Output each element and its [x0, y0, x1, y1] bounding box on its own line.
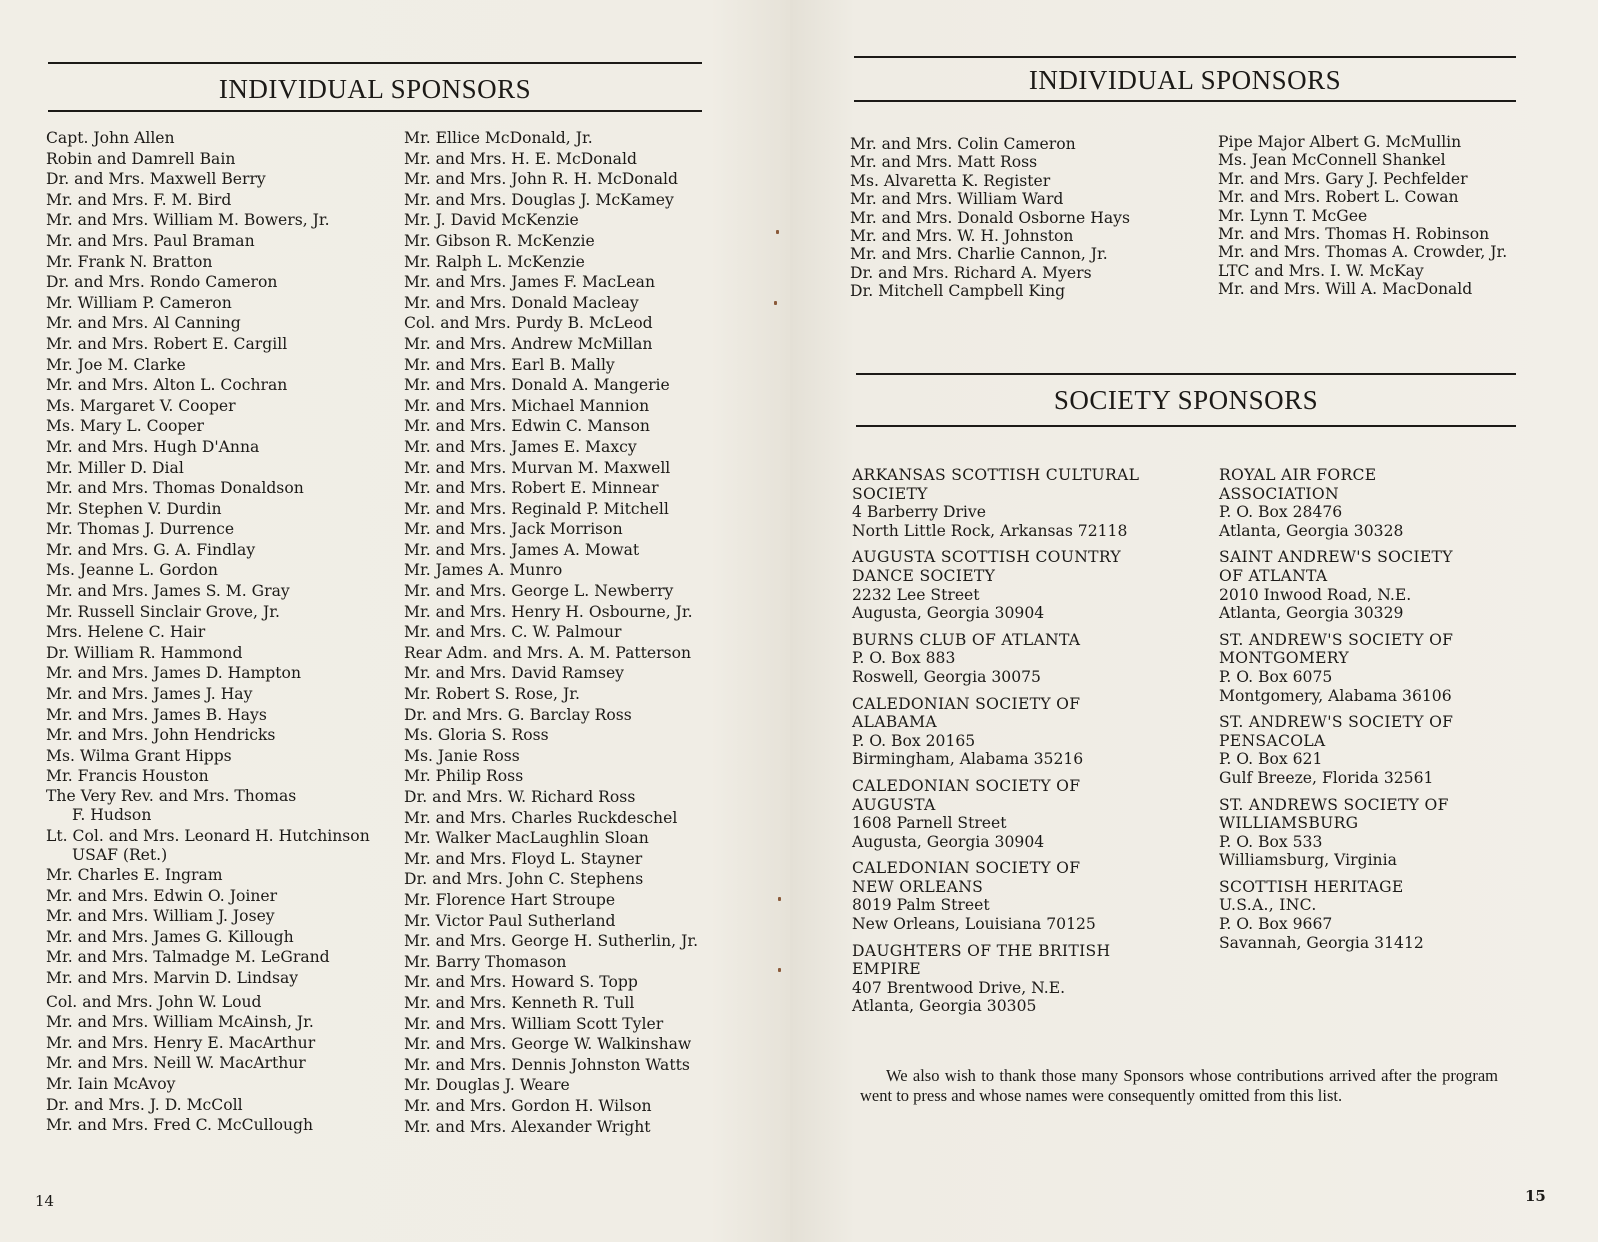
sponsor-name-line-1: Lt. Col. and Mrs. Leonard H. Hutchinson — [46, 827, 370, 845]
binding-staple-mark — [778, 968, 781, 972]
sponsor-name: Ms. Jean McConnell Shankel — [1218, 151, 1446, 170]
sponsor-name: Mr. Florence Hart Stroupe — [404, 890, 616, 909]
sponsor-name: Mr. and Mrs. George W. Walkinshaw — [404, 1035, 692, 1054]
sponsor-name: Mr. and Mrs. Henry H. Osbourne, Jr. — [404, 602, 693, 621]
society-name-cont: OF ATLANTA — [1219, 566, 1328, 585]
sponsor-name: Mr. and Mrs. F. M. Bird — [46, 190, 232, 209]
society-name: ST. ANDREW'S SOCIETY OF — [1219, 630, 1454, 649]
sponsor-name: Mr. and Mrs. Donald Macleay — [404, 293, 639, 312]
society-column-2 — [1219, 466, 1569, 960]
sponsor-name: Mr. and Mrs. William J. Josey — [46, 907, 275, 926]
society-entry — [852, 695, 1202, 769]
sponsor-name: Mr. Francis Houston — [46, 767, 209, 786]
sponsor-name: Mr. and Mrs. Hugh D'Anna — [46, 437, 260, 456]
sponsor-name: Mr. and Mrs. Colin Cameron — [850, 135, 1076, 153]
society-name-cont: EMPIRE — [852, 960, 921, 979]
sponsor-name: Mr. and Mrs. David Ramsey — [404, 664, 624, 683]
society-name: CALEDONIAN SOCIETY OF — [852, 694, 1081, 713]
sponsor-name: Mr. and Mrs. Edwin C. Manson — [404, 417, 650, 436]
sponsor-name-line-2: F. Hudson — [72, 806, 152, 824]
sponsor-name: Mr. and Mrs. Marvin D. Lindsay — [46, 968, 299, 987]
sponsor-name: Mr. and Mrs. Earl B. Mally — [404, 355, 615, 374]
society-sponsors-header: SOCIETY SPONSORS — [856, 373, 1516, 427]
society-name-cont: DANCE SOCIETY — [852, 566, 996, 585]
sponsor-name: Mr. Miller D. Dial — [46, 458, 184, 477]
sponsor-name: Mr. William P. Cameron — [46, 293, 232, 312]
sponsor-name: Mr. Russell Sinclair Grove, Jr. — [46, 602, 280, 621]
society-entry — [852, 548, 1202, 622]
sponsor-name: Mr. and Mrs. William McAinsh, Jr. — [46, 1013, 314, 1032]
sponsor-name: Mr. and Mrs. Al Canning — [46, 314, 241, 333]
sponsor-name: Dr. and Mrs. Rondo Cameron — [46, 273, 278, 292]
sponsor-name: Capt. John Allen — [46, 129, 175, 147]
society-name-cont: WILLIAMSBURG — [1219, 814, 1359, 833]
sponsor-name: Mr. and Mrs. G. A. Findlay — [46, 540, 256, 559]
sponsor-name: Mr. Joe M. Clarke — [46, 355, 186, 374]
sponsor-name: Mr. and Mrs. John R. H. McDonald — [404, 170, 678, 189]
sponsor-name: Mr. and Mrs. Henry E. MacArthur — [46, 1033, 316, 1052]
sponsor-name: Mr. and Mrs. James S. M. Gray — [46, 582, 290, 601]
sponsor-name: Mr. and Mrs. Donald Osborne Hays — [850, 208, 1130, 227]
society-address: P. O. Box 9667 — [1219, 915, 1333, 934]
sponsor-name: Col. and Mrs. John W. Loud — [46, 992, 262, 1011]
sponsor-name: Mr. and Mrs. George H. Sutherlin, Jr. — [404, 932, 699, 951]
society-address: P. O. Box 883 — [852, 649, 956, 668]
sponsor-name: Mr. and Mrs. C. W. Palmour — [404, 623, 622, 642]
binding-staple-mark — [776, 230, 779, 234]
sponsor-name — [46, 787, 396, 825]
binding-staple-mark — [774, 301, 777, 305]
sponsor-name: Mr. Gibson R. McKenzie — [404, 231, 595, 250]
society-entry — [852, 859, 1202, 933]
left-sponsor-column-1 — [46, 128, 396, 1136]
society-name: SCOTTISH HERITAGE — [1219, 877, 1404, 896]
society-name: CALEDONIAN SOCIETY OF — [852, 859, 1081, 878]
sponsor-name: Mr. and Mrs. James J. Hay — [46, 685, 253, 704]
sponsor-name: Mr. and Mrs. Kenneth R. Tull — [404, 993, 635, 1012]
society-name: ST. ANDREW'S SOCIETY OF — [1219, 713, 1454, 732]
society-entry — [1219, 796, 1569, 870]
sponsor-name: Mr. Robert S. Rose, Jr. — [404, 685, 580, 704]
society-address: P. O. Box 621 — [1219, 750, 1323, 769]
society-city: Augusta, Georgia 30904 — [852, 604, 1045, 623]
sponsor-name: Mr. and Mrs. Gary J. Pechfelder — [1218, 169, 1468, 188]
sponsor-name: LTC and Mrs. I. W. McKay — [1218, 261, 1424, 280]
sponsor-name-line-2: USAF (Ret.) — [72, 846, 168, 864]
sponsor-name: Mr. and Mrs. Fred C. McCullough — [46, 1116, 314, 1135]
sponsor-name: Mr. Frank N. Bratton — [46, 252, 213, 271]
sponsor-name: Mr. and Mrs. Michael Mannion — [404, 396, 650, 415]
society-city: Roswell, Georgia 30075 — [852, 667, 1041, 686]
sponsor-name: Mr. and Mrs. H. E. McDonald — [404, 149, 637, 168]
society-city: New Orleans, Louisiana 70125 — [852, 915, 1096, 934]
society-name: ROYAL AIR FORCE — [1219, 466, 1377, 484]
sponsor-name — [46, 827, 396, 865]
sponsor-name: Col. and Mrs. Purdy B. McLeod — [404, 314, 653, 333]
sponsor-name: Mr. and Mrs. Alexander Wright — [404, 1117, 651, 1136]
sponsor-name: Robin and Damrell Bain — [46, 149, 236, 168]
sponsor-name: Mr. and Mrs. Thomas H. Robinson — [1218, 225, 1490, 244]
society-entry — [1219, 548, 1569, 622]
sponsor-name: Mr. and Mrs. Jack Morrison — [404, 520, 623, 539]
right-sponsor-column-2 — [1218, 133, 1588, 299]
sponsor-name: Mr. and Mrs. James E. Maxcy — [404, 437, 637, 456]
sponsor-name: Mr. and Mrs. Paul Braman — [46, 231, 255, 250]
page-number-right: 15 — [1525, 1187, 1546, 1205]
sponsor-name: Mr. and Mrs. Edwin O. Joiner — [46, 886, 278, 905]
sponsor-name: Mr. James A. Munro — [404, 561, 563, 580]
society-address: 4 Barberry Drive — [852, 503, 986, 522]
society-address: 2232 Lee Street — [852, 585, 980, 604]
sponsor-name: Mrs. Helene C. Hair — [46, 623, 206, 642]
society-entry — [852, 631, 1202, 687]
sponsor-name: Mr. and Mrs. Robert E. Minnear — [404, 479, 659, 498]
sponsor-name: Mr. and Mrs. Robert E. Cargill — [46, 334, 288, 353]
sponsor-name: Mr. and Mrs. Howard S. Topp — [404, 973, 638, 992]
society-entry — [1219, 878, 1569, 952]
sponsor-name: Mr. Walker MacLaughlin Sloan — [404, 829, 649, 848]
sponsor-name: Ms. Mary L. Cooper — [46, 417, 205, 436]
society-name: ST. ANDREWS SOCIETY OF — [1219, 795, 1449, 814]
sponsor-name: Dr. Mitchell Campbell King — [850, 282, 1066, 301]
society-city: Savannah, Georgia 31412 — [1219, 933, 1424, 952]
individual-sponsors-header-left: INDIVIDUAL SPONSORS — [48, 62, 702, 112]
society-entry — [852, 466, 1202, 540]
sponsor-name: Mr. Ralph L. McKenzie — [404, 252, 585, 271]
society-column-1 — [852, 466, 1202, 1024]
society-address: 2010 Inwood Road, N.E. — [1219, 585, 1412, 604]
sponsor-name: Mr. Victor Paul Sutherland — [404, 911, 616, 930]
society-city: Atlanta, Georgia 30329 — [1219, 604, 1404, 623]
society-address: P. O. Box 28476 — [1219, 503, 1343, 522]
sponsor-name: Mr. and Mrs. James D. Hampton — [46, 664, 301, 683]
society-name: SAINT ANDREW'S SOCIETY — [1219, 548, 1453, 567]
society-city: Augusta, Georgia 30904 — [852, 832, 1045, 851]
sponsor-name: Mr. and Mrs. William Ward — [850, 190, 1064, 209]
sponsor-name: Dr. and Mrs. G. Barclay Ross — [404, 705, 632, 724]
sponsor-name: Mr. J. David McKenzie — [404, 211, 579, 230]
left-page — [0, 0, 790, 1242]
society-city: Montgomery, Alabama 36106 — [1219, 686, 1452, 705]
society-name: BURNS CLUB OF ATLANTA — [852, 630, 1081, 649]
left-sponsor-column-2 — [404, 128, 734, 1137]
society-address: 407 Brentwood Drive, N.E. — [852, 978, 1066, 997]
sponsor-name: Mr. and Mrs. Alton L. Cochran — [46, 376, 288, 395]
sponsor-name: Pipe Major Albert G. McMullin — [1218, 133, 1462, 151]
society-name-cont: ALABAMA — [852, 713, 937, 732]
sponsor-name: Mr. and Mrs. Charlie Cannon, Jr. — [850, 245, 1108, 264]
society-address: P. O. Box 20165 — [852, 731, 976, 750]
society-name-cont: AUGUSTA — [852, 795, 936, 814]
sponsor-name: Mr. Barry Thomason — [404, 952, 567, 971]
sponsor-name: Mr. and Mrs. Neill W. MacArthur — [46, 1054, 306, 1073]
society-city: Gulf Breeze, Florida 32561 — [1219, 768, 1434, 787]
sponsor-name: Mr. and Mrs. Charles Ruckdeschel — [404, 808, 678, 827]
sponsor-name: Mr. and Mrs. Robert L. Cowan — [1218, 188, 1459, 207]
sponsor-name: Mr. and Mrs. Andrew McMillan — [404, 334, 653, 353]
sponsor-name: Mr. Thomas J. Durrence — [46, 520, 235, 539]
sponsor-name: Dr. and Mrs. Maxwell Berry — [46, 170, 266, 189]
sponsor-name: Mr. Stephen V. Durdin — [46, 499, 222, 518]
society-address: P. O. Box 6075 — [1219, 667, 1333, 686]
sponsor-name: Mr. and Mrs. Gordon H. Wilson — [404, 1096, 652, 1115]
sponsor-name: Mr. Iain McAvoy — [46, 1074, 176, 1093]
sponsor-name: Mr. and Mrs. James G. Killough — [46, 927, 294, 946]
sponsor-name: Mr. and Mrs. Murvan M. Maxwell — [404, 458, 671, 477]
sponsor-name: Mr. and Mrs. Thomas Donaldson — [46, 479, 304, 498]
society-name-cont: PENSACOLA — [1219, 731, 1326, 750]
sponsor-name: Mr. and Mrs. Douglas J. McKamey — [404, 190, 674, 209]
sponsor-name: Dr. and Mrs. Richard A. Myers — [850, 263, 1092, 282]
society-city: Atlanta, Georgia 30305 — [852, 997, 1037, 1016]
sponsor-name: Mr. Ellice McDonald, Jr. — [404, 129, 593, 147]
sponsor-name: Mr. and Mrs. John Hendricks — [46, 726, 276, 745]
right-sponsor-column-1 — [850, 135, 1200, 301]
sponsor-name: Mr. and Mrs. Talmadge M. LeGrand — [46, 948, 330, 967]
society-name: ARKANSAS SCOTTISH CULTURAL — [852, 466, 1140, 484]
sponsor-name: Dr. William R. Hammond — [46, 643, 243, 662]
society-city: Atlanta, Georgia 30328 — [1219, 521, 1404, 540]
sponsor-name: Mr. and Mrs. James F. MacLean — [404, 273, 655, 292]
society-name: CALEDONIAN SOCIETY OF — [852, 776, 1081, 795]
society-city: Birmingham, Alabama 35216 — [852, 750, 1084, 769]
sponsor-name: Ms. Janie Ross — [404, 746, 520, 765]
sponsor-name: Ms. Wilma Grant Hipps — [46, 746, 232, 765]
right-page — [790, 0, 1598, 1242]
sponsor-name: Mr. and Mrs. Thomas A. Crowder, Jr. — [1218, 243, 1508, 262]
sponsor-name: Ms. Margaret V. Cooper — [46, 396, 236, 415]
society-name-cont: MONTGOMERY — [1219, 649, 1349, 668]
sponsor-name: Mr. and Mrs. Matt Ross — [850, 153, 1038, 172]
sponsor-name: Mr. Douglas J. Weare — [404, 1076, 570, 1095]
sponsor-name: Mr. and Mrs. William M. Bowers, Jr. — [46, 211, 330, 230]
sponsor-name: Mr. and Mrs. Will A. MacDonald — [1218, 280, 1473, 299]
sponsor-name: Mr. Lynn T. McGee — [1218, 206, 1368, 225]
sponsor-name: Mr. Charles E. Ingram — [46, 866, 223, 884]
society-name-cont: SOCIETY — [852, 484, 928, 503]
sponsor-name: Mr. and Mrs. Reginald P. Mitchell — [404, 499, 669, 518]
society-address: P. O. Box 533 — [1219, 832, 1323, 851]
society-name: DAUGHTERS OF THE BRITISH — [852, 941, 1111, 960]
sponsor-name: Mr. and Mrs. William Scott Tyler — [404, 1014, 664, 1033]
sponsor-name: Dr. and Mrs. W. Richard Ross — [404, 788, 636, 806]
society-address: 8019 Palm Street — [852, 896, 990, 915]
society-name-cont: ASSOCIATION — [1219, 484, 1339, 503]
society-name-cont: NEW ORLEANS — [852, 877, 984, 896]
society-entry — [1219, 631, 1569, 705]
society-entry — [1219, 466, 1569, 540]
society-name-cont: U.S.A., INC. — [1219, 896, 1317, 915]
society-city: North Little Rock, Arkansas 72118 — [852, 521, 1128, 540]
late-sponsors-thanks-note: We also wish to thank those many Sponsors whose contributions arrived after the program went to press and whose names were consequently omitted from this list. — [860, 1066, 1498, 1105]
sponsor-name: Dr. and Mrs. John C. Stephens — [404, 870, 644, 889]
society-entry — [852, 777, 1202, 851]
sponsor-name: Mr. and Mrs. Donald A. Mangerie — [404, 376, 670, 395]
society-city: Williamsburg, Virginia — [1219, 851, 1397, 870]
society-entry — [1219, 713, 1569, 787]
society-name: AUGUSTA SCOTTISH COUNTRY — [852, 548, 1121, 567]
sponsor-name: Rear Adm. and Mrs. A. M. Patterson — [404, 643, 692, 662]
sponsor-name: Dr. and Mrs. J. D. McColl — [46, 1095, 243, 1114]
sponsor-name: Ms. Gloria S. Ross — [404, 726, 549, 745]
binding-staple-mark — [778, 897, 781, 901]
page-number-left: 14 — [35, 1192, 55, 1210]
sponsor-name: Mr. and Mrs. James A. Mowat — [404, 540, 640, 559]
individual-sponsors-header-right: INDIVIDUAL SPONSORS — [854, 56, 1516, 102]
sponsor-name: Ms. Alvaretta K. Register — [850, 171, 1051, 190]
society-address: 1608 Parnell Street — [852, 814, 1007, 833]
sponsor-name: Mr. Philip Ross — [404, 767, 524, 786]
sponsor-name: Mr. and Mrs. W. H. Johnston — [850, 227, 1074, 246]
sponsor-name: Ms. Jeanne L. Gordon — [46, 561, 218, 580]
sponsor-name: Mr. and Mrs. Floyd L. Stayner — [404, 849, 643, 868]
sponsor-name: Mr. and Mrs. James B. Hays — [46, 705, 267, 724]
sponsor-name: Mr. and Mrs. Dennis Johnston Watts — [404, 1055, 690, 1074]
sponsor-name-line-1: The Very Rev. and Mrs. Thomas — [46, 787, 297, 805]
society-entry — [852, 942, 1202, 1016]
sponsor-name: Mr. and Mrs. George L. Newberry — [404, 582, 674, 601]
